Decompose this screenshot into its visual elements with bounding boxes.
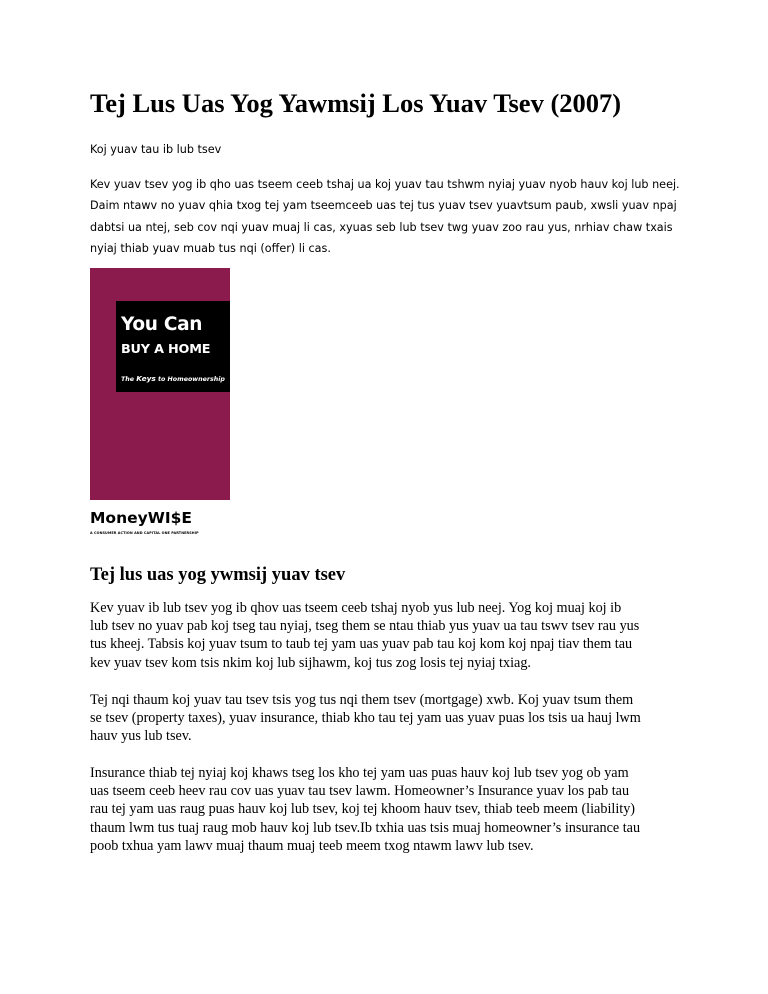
- moneywise-tagline: A CONSUMER ACTION AND CAPITAL ONE PARTNERSHIP: [90, 531, 199, 535]
- paragraph-line: poob txhua yam lawv muaj thaum muaj teeb meem txog ntawm lawv lub tsev.: [90, 837, 534, 854]
- intro-paragraph: [90, 174, 690, 259]
- body-paragraph-3: [90, 764, 690, 855]
- intro-line: Kev yuav tsev yog ib qho uas tseem ceeb tshaj ua koj yuav tau tshwm nyiaj yuav nyob hauv koj lub neej.: [90, 178, 680, 191]
- section-heading: Tej lus uas yog ywmsij yuav tsev: [90, 565, 346, 585]
- cover-title-box: [116, 301, 230, 392]
- paragraph-line: uas tseem ceeb heev rau cov uas yuav tau tsev lawm. Homeowner’s Insurance yuav los pab tau: [90, 783, 630, 800]
- cover-title-line2: BUY A HOME: [121, 342, 211, 357]
- moneywise-logo: MoneyWI$E: [90, 509, 192, 527]
- paragraph-line: rau tej yam uas raug puas hauv koj lub tsev, koj tej khoom hauv tsev, thiab teeb meem (liability): [90, 801, 636, 818]
- paragraph-line: se tsev (property taxes), yuav insurance, thiab kho tau tej yam uas yuav puas los tsis ua hauj lwm: [90, 710, 641, 727]
- book-cover-image: [90, 268, 230, 500]
- body-paragraph-2: [90, 691, 690, 746]
- paragraph-line: Insurance thiab tej nyiaj koj khaws tseg los kho tej yam uas puas hauv koj lub tsev yog ob yam: [90, 765, 629, 781]
- paragraph-line: Tej nqi thaum koj yuav tau tsev tsis yog tus nqi them tsev (mortgage) xwb. Koj yuav tsum them: [90, 692, 634, 708]
- body-paragraph-1: [90, 599, 690, 672]
- paragraph-line: Kev yuav ib lub tsev yog ib qhov uas tseem ceeb tshaj nyob yus lub neej. Yog koj muaj koj ib: [90, 600, 622, 616]
- document-subtitle: Koj yuav tau ib lub tsev: [90, 143, 222, 156]
- paragraph-line: tus kheej. Tabsis koj yuav tsum to taub tej yam uas yuav pab tau koj kom koj npaj tiav them tau: [90, 636, 633, 653]
- paragraph-line: lub tsev no yuav pab koj tseg tau nyiaj, tseg them se ntau thiab yus yuav ua tau tswv tsev rau yus: [90, 618, 640, 635]
- cover-tagline: The Keys to Homeownership: [121, 374, 225, 383]
- paragraph-line: hauv yus lub tsev.: [90, 728, 192, 745]
- paragraph-line: thaum lwm tus tuaj raug mob hauv koj lub tsev.Ib txhia uas tsis muaj homeowner’s insurance tau: [90, 819, 641, 836]
- intro-line: Daim ntawv no yuav qhia txog tej yam tseemceeb uas tej tus yuav tsev yuavtsum paub, xwsli yuav npaj: [90, 199, 677, 213]
- cover-title-line1: You Can: [121, 314, 203, 335]
- intro-line: nyiaj thiab yuav muab tus nqi (offer) li cas.: [90, 241, 331, 255]
- document-title: Tej Lus Uas Yog Yawmsij Los Yuav Tsev (2007): [90, 88, 622, 118]
- intro-line: dabtsi ua ntej, seb cov nqi yuav muaj li cas, xyuas seb lub tsev twg yuav zoo rau yus, nrhiav chaw txais: [90, 220, 673, 234]
- paragraph-line: kev yuav tsev kom tsis nkim koj lub sijhawm, koj tus zog losis tej nyiaj txiag.: [90, 654, 531, 671]
